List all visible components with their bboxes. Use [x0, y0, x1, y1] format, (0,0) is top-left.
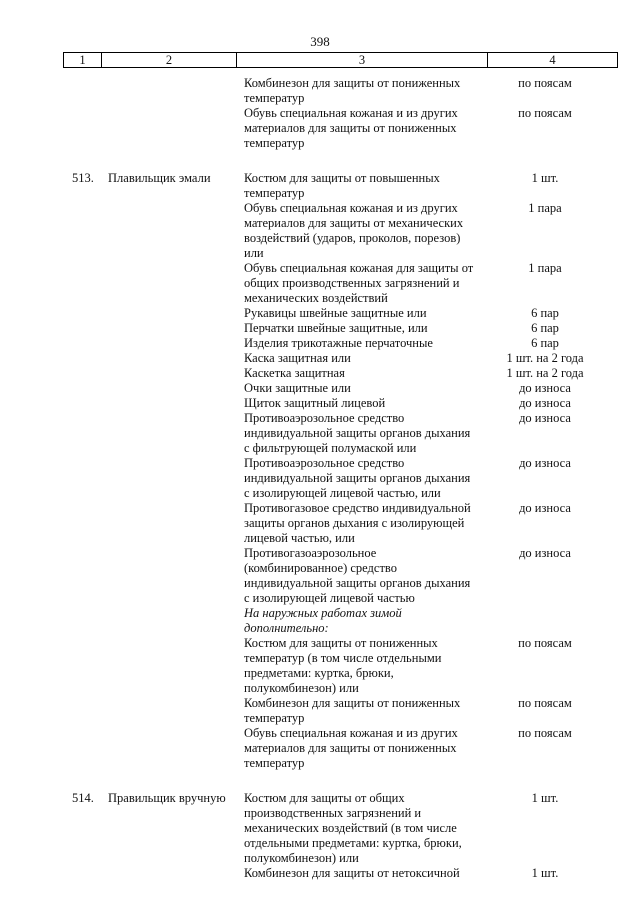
entry-number-0: 513.: [72, 171, 94, 185]
entry-0-item-16-line-1: температур: [244, 711, 305, 725]
continuation-qty-0: по поясам: [518, 76, 572, 90]
entry-0-qty-10: до износа: [519, 411, 571, 425]
continuation-item-1-line-2: температур: [244, 136, 305, 150]
entry-0-item-10-line-1: индивидуальной защиты органов дыхания: [244, 426, 471, 440]
entry-0-item-17-line-0: Обувь специальная кожаная и из других: [244, 726, 458, 740]
entry-0-item-5-line-0: Изделия трикотажные перчаточные: [244, 336, 433, 350]
continuation-item-0-line-0: Комбинезон для защиты от пониженных: [244, 76, 461, 90]
entry-0-item-15-line-3: полукомбинезон) или: [244, 681, 359, 695]
entry-0-item-4-line-0: Перчатки швейные защитные, или: [244, 321, 428, 335]
entry-number-1: 514.: [72, 791, 94, 805]
entry-1-item-0-line-1: производственных загрязнений и: [244, 806, 422, 820]
entry-0-qty-11: до износа: [519, 456, 571, 470]
header-col-3: 3: [237, 53, 488, 67]
entry-1-qty-0: 1 шт.: [531, 791, 559, 805]
entry-0-item-11-line-1: индивидуальной защиты органов дыхания: [244, 471, 471, 485]
entry-0-qty-13: до износа: [519, 546, 571, 560]
entry-0-qty-5: 6 пар: [531, 336, 559, 350]
entry-0-qty-6: 1 шт. на 2 года: [506, 351, 584, 365]
entry-0-item-17-line-1: материалов для защиты от пониженных: [244, 741, 457, 755]
table-header: [63, 52, 618, 68]
entry-0-item-15-line-1: температур (в том числе отдельными: [244, 651, 442, 665]
entry-0-qty-2: 1 пара: [528, 261, 562, 275]
header-col-1: 1: [64, 53, 102, 67]
entry-0-item-16-line-0: Комбинезон для защиты от пониженных: [244, 696, 461, 710]
entry-0-qty-1: 1 пара: [528, 201, 562, 215]
entry-0-item-13-line-3: с изолирующей лицевой частью: [244, 591, 415, 605]
entry-1-qty-1: 1 шт.: [531, 866, 559, 880]
entry-1-item-0-line-2: механических воздействий (в том числе: [244, 821, 457, 835]
continuation-qty-1: по поясам: [518, 106, 572, 120]
continuation-item-1-line-0: Обувь специальная кожаная и из других: [244, 106, 458, 120]
entry-0-item-10-line-0: Противоаэрозольное средство: [244, 411, 405, 425]
entry-0-item-1-line-1: материалов для защиты от механических: [244, 216, 464, 230]
entry-0-item-3-line-0: Рукавицы швейные защитные или: [244, 306, 427, 320]
entry-0-item-11-line-2: с изолирующей лицевой частью, или: [244, 486, 441, 500]
entry-0-item-12-line-0: Противогазовое средство индивидуальной: [244, 501, 471, 515]
header-col-2: 2: [102, 53, 237, 67]
entry-1-item-0-line-3: отдельными предметами: куртка, брюки,: [244, 836, 462, 850]
page-number: 398: [310, 34, 330, 49]
entry-0-item-15-line-2: предметами: куртка, брюки,: [244, 666, 394, 680]
entry-0-qty-16: по поясам: [518, 696, 572, 710]
entry-0-item-14-line-1: дополнительно:: [244, 621, 329, 635]
entry-0-item-13-line-2: индивидуальной защиты органов дыхания: [244, 576, 471, 590]
entry-0-item-7-line-0: Каскетка защитная: [244, 366, 345, 380]
entry-1-item-1-line-0: Комбинезон для защиты от нетоксичной: [244, 866, 460, 880]
entry-0-item-15-line-0: Костюм для защиты от пониженных: [244, 636, 438, 650]
entry-0-item-17-line-2: температур: [244, 756, 305, 770]
entry-0-qty-8: до износа: [519, 381, 571, 395]
entry-0-qty-4: 6 пар: [531, 321, 559, 335]
entry-0-item-12-line-1: защиты органов дыхания с изолирующей: [244, 516, 465, 530]
entry-0-item-2-line-1: общих производственных загрязнений и: [244, 276, 460, 290]
entry-profession-0: Плавильщик эмали: [108, 171, 211, 185]
entry-0-item-6-line-0: Каска защитная или: [244, 351, 351, 365]
entry-0-item-0-line-1: температур: [244, 186, 305, 200]
entry-1-item-0-line-4: полукомбинезон) или: [244, 851, 359, 865]
entry-0-item-0-line-0: Костюм для защиты от повышенных: [244, 171, 440, 185]
entry-0-item-1-line-0: Обувь специальная кожаная и из других: [244, 201, 458, 215]
entry-1-item-0-line-0: Костюм для защиты от общих: [244, 791, 405, 805]
entry-0-qty-15: по поясам: [518, 636, 572, 650]
continuation-item-0-line-1: температур: [244, 91, 305, 105]
entry-0-qty-17: по поясам: [518, 726, 572, 740]
entry-0-item-1-line-3: или: [244, 246, 264, 260]
entry-0-item-2-line-2: механических воздействий: [244, 291, 388, 305]
entry-0-qty-0: 1 шт.: [531, 171, 559, 185]
entry-0-item-12-line-2: лицевой частью, или: [244, 531, 355, 545]
entry-0-item-13-line-1: (комбинированное) средство: [244, 561, 397, 575]
continuation-item-1-line-1: материалов для защиты от пониженных: [244, 121, 457, 135]
entry-0-qty-9: до износа: [519, 396, 571, 410]
entry-profession-1: Правильщик вручную: [108, 791, 226, 805]
entry-0-qty-7: 1 шт. на 2 года: [506, 366, 584, 380]
entry-0-item-10-line-2: с фильтрующей полумаской или: [244, 441, 417, 455]
entry-0-qty-3: 6 пар: [531, 306, 559, 320]
entry-0-item-2-line-0: Обувь специальная кожаная для защиты от: [244, 261, 474, 275]
header-col-4: 4: [549, 53, 556, 67]
entry-0-item-8-line-0: Очки защитные или: [244, 381, 351, 395]
entry-0-item-11-line-0: Противоаэрозольное средство: [244, 456, 405, 470]
entry-0-item-1-line-2: воздействий (ударов, проколов, порезов): [244, 231, 461, 245]
entry-0-item-14-line-0: На наружных работах зимой: [244, 606, 402, 620]
entry-0-item-9-line-0: Щиток защитный лицевой: [244, 396, 386, 410]
entry-0-item-13-line-0: Противогазоаэрозольное: [244, 546, 377, 560]
entry-0-qty-12: до износа: [519, 501, 571, 515]
